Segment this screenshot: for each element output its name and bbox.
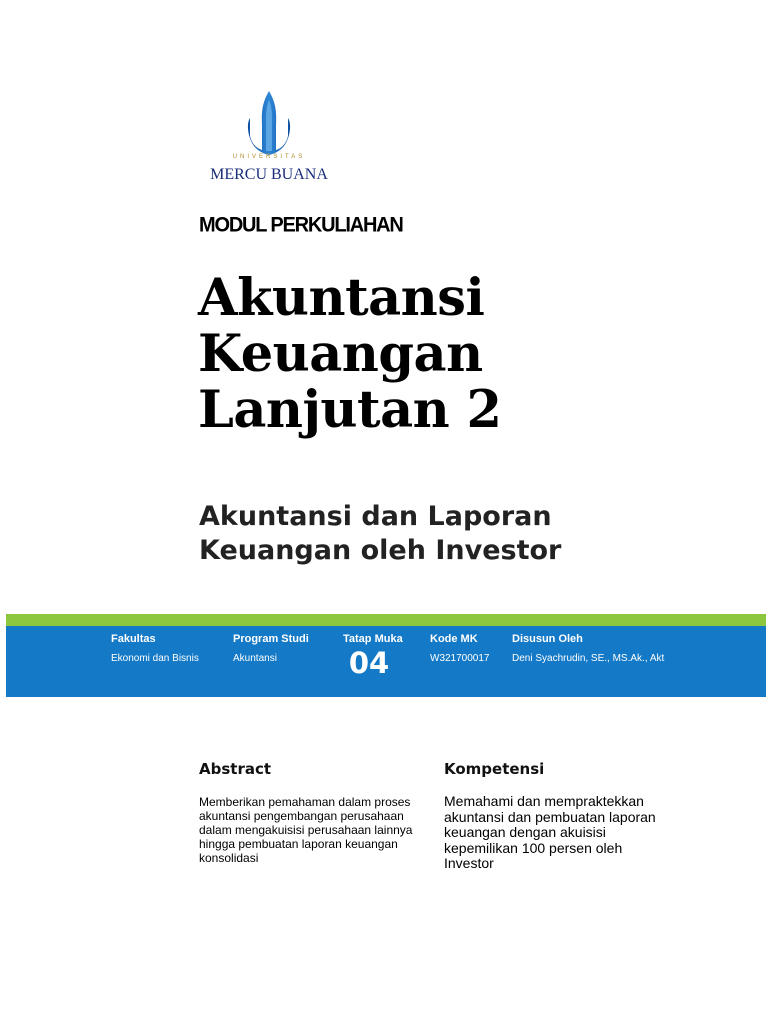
program-studi-value: Akuntansi xyxy=(233,653,277,664)
kompetensi-text: Memahami dan mempraktekkan akuntansi dan pembuatan laporan keuangan dengan akuisisi kepemilikan 100 persen oleh Investor xyxy=(444,793,656,871)
fakultas-column xyxy=(111,633,199,664)
title-line: Keuangan xyxy=(198,324,483,384)
abstract-heading: Abstract xyxy=(199,760,272,778)
subtitle-line: Akuntansi dan Laporan xyxy=(199,501,552,532)
program-studi-label: Program Studi xyxy=(233,633,309,645)
tatap-muka-column xyxy=(343,633,403,679)
green-accent-bar xyxy=(6,614,766,626)
logo-university-name: MERCU BUANA xyxy=(210,166,328,183)
kode-mk-value: W321700017 xyxy=(430,653,490,664)
tatap-muka-value: 04 xyxy=(348,646,390,680)
disusun-oleh-label: Disusun Oleh xyxy=(512,633,583,645)
kompetensi-heading: Kompetensi xyxy=(444,760,545,778)
module-subtitle xyxy=(199,500,561,568)
logo-emblem-icon xyxy=(200,88,338,158)
title-line: Lanjutan 2 xyxy=(198,380,502,440)
info-band xyxy=(6,626,766,697)
program-studi-column xyxy=(233,633,309,664)
disusun-oleh-column xyxy=(512,633,664,664)
kode-mk-label: Kode MK xyxy=(430,633,478,645)
tatap-muka-label: Tatap Muka xyxy=(343,633,403,645)
abstract-text: Memberikan pemahaman dalam proses akuntansi pengembangan perusahaan dalam mengakuisisi perusahaan lainnya hingga pembuatan laporan keuangan konsolidasi xyxy=(199,795,413,865)
fakultas-label: Fakultas xyxy=(111,633,156,645)
subtitle-line: Keuangan oleh Investor xyxy=(199,535,562,566)
title-line: Akuntansi xyxy=(198,268,485,328)
disusun-oleh-value: Deni Syachrudin, SE., MS.Ak., Akt xyxy=(512,653,665,664)
university-logo xyxy=(200,88,338,192)
course-title xyxy=(198,270,501,438)
module-label: MODUL PERKULIAHAN xyxy=(199,213,403,237)
logo-university-label: UNIVERSITAS xyxy=(232,154,306,160)
fakultas-value: Ekonomi dan Bisnis xyxy=(111,653,199,664)
kode-mk-column xyxy=(430,633,490,664)
